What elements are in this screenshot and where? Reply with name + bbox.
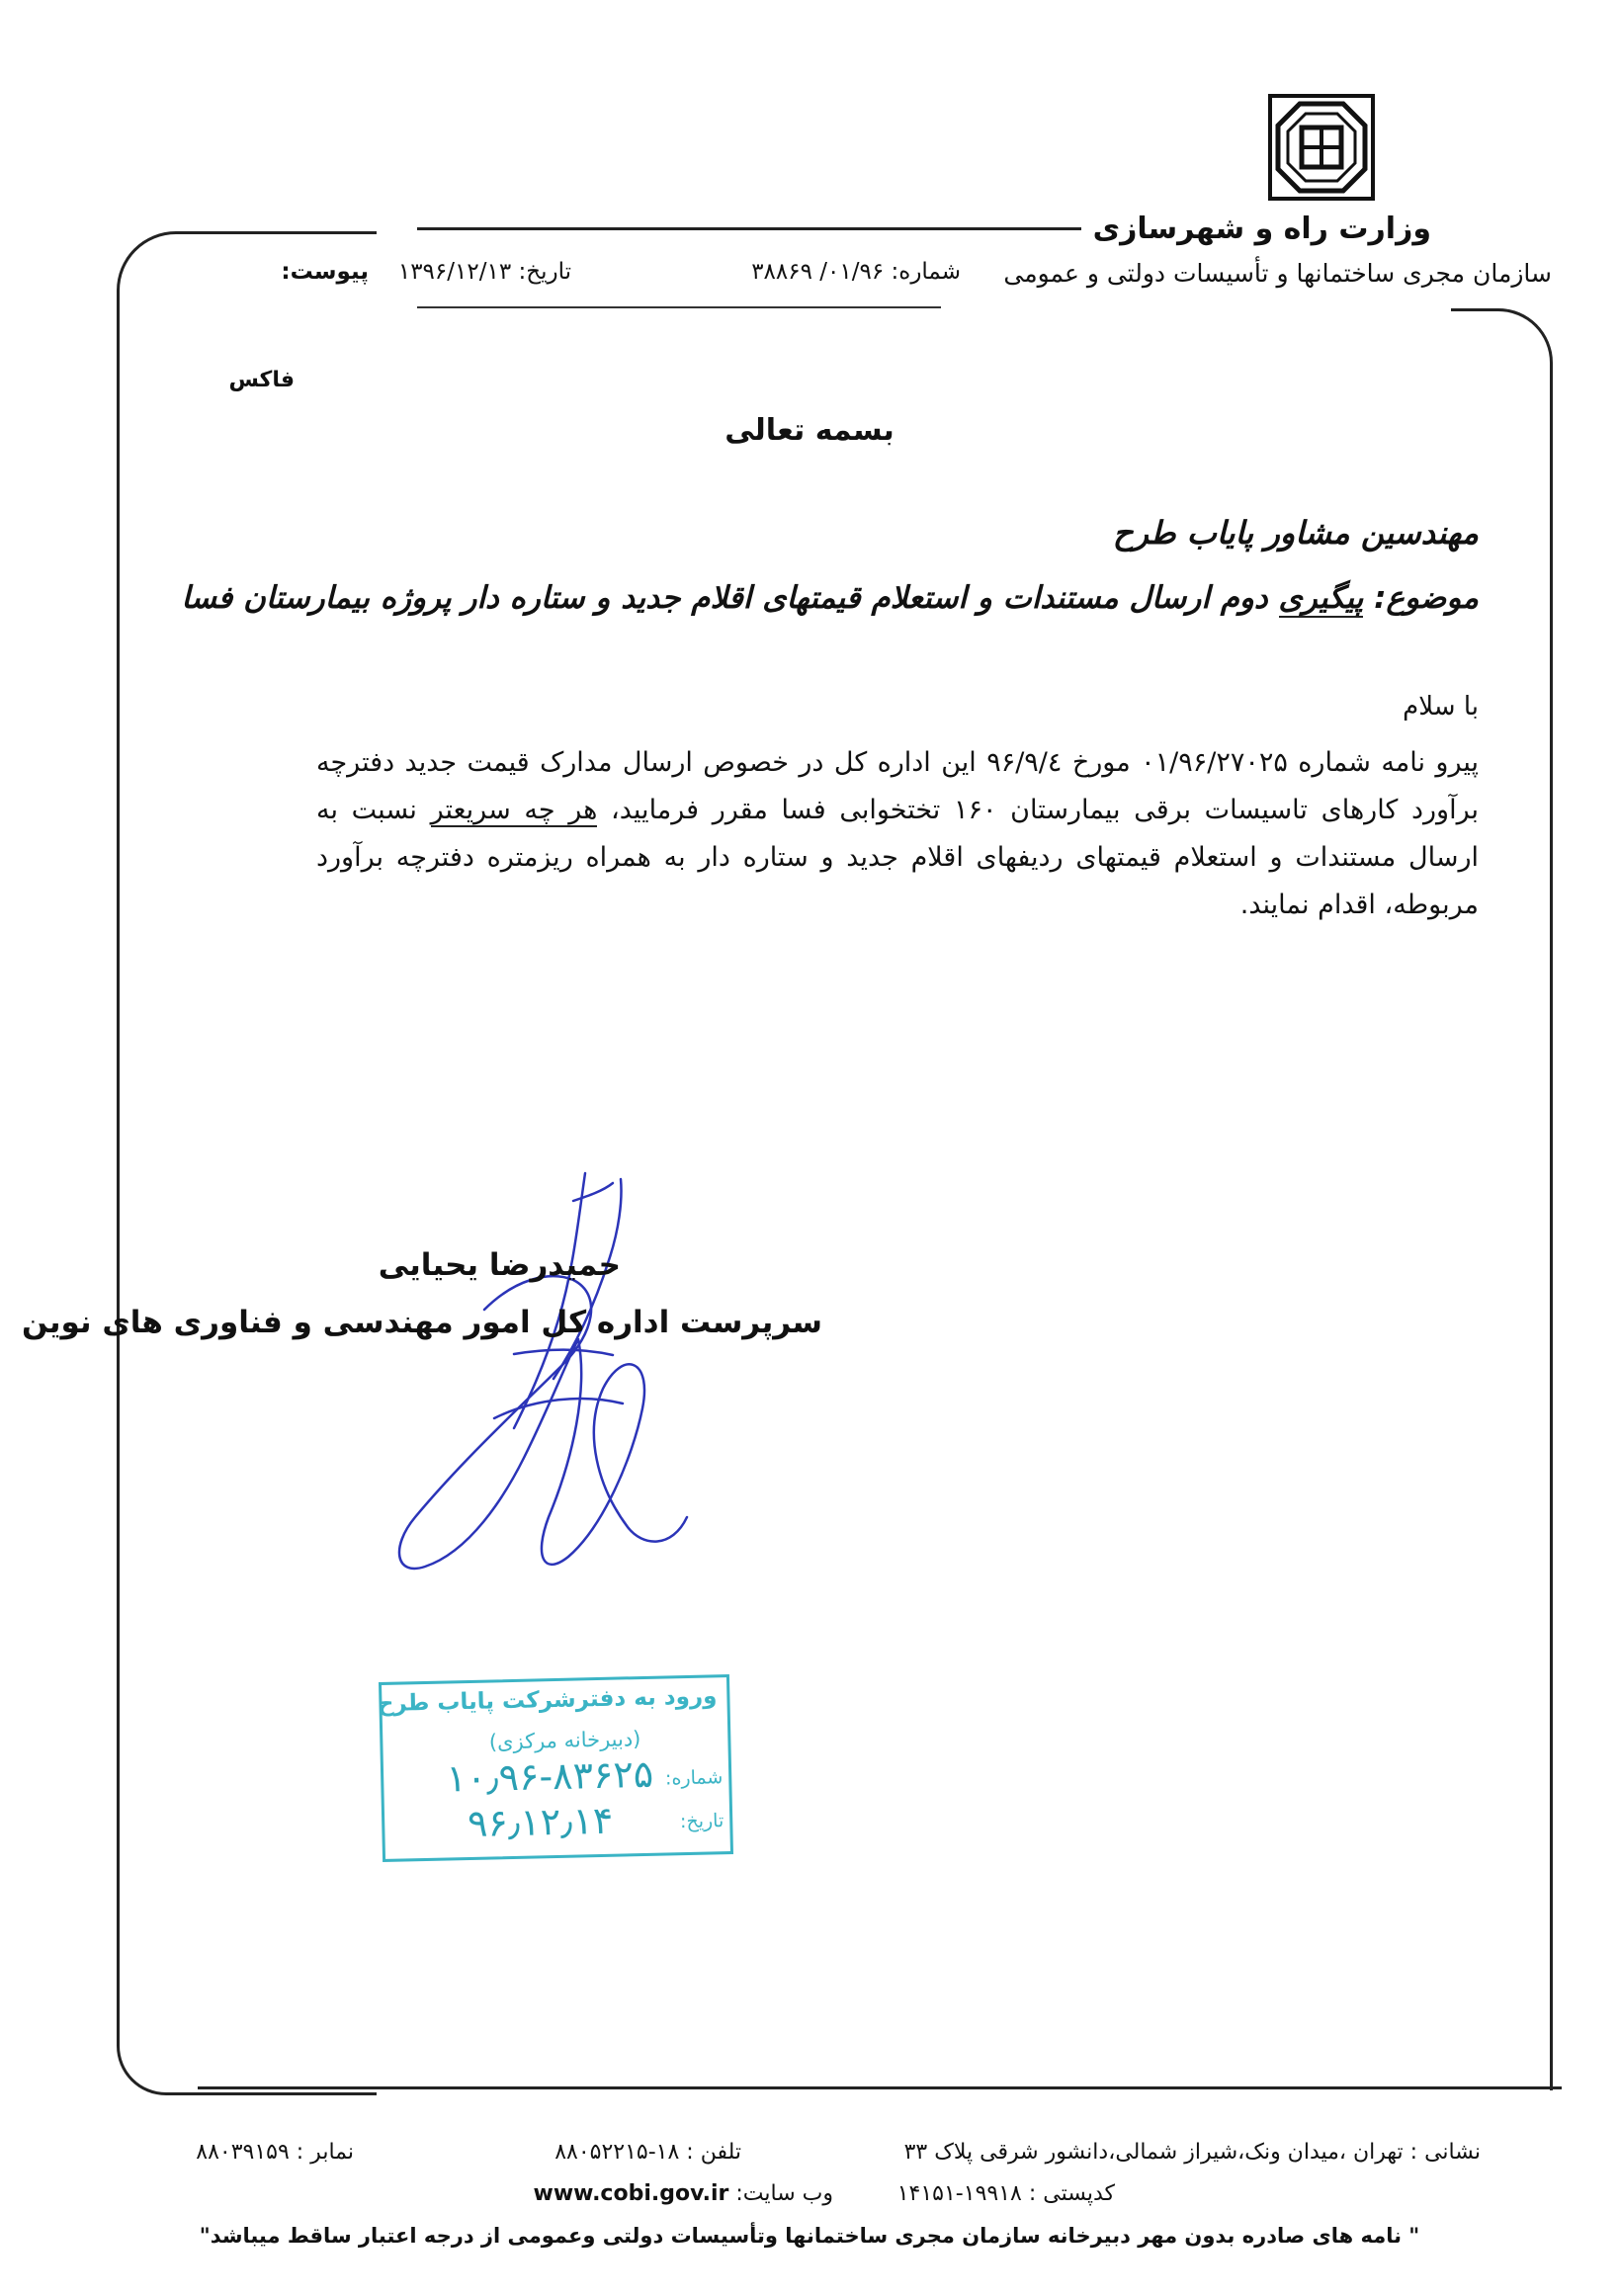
footer-phone: تلفن : ۱۸-۸۸۰۵۲۲۱۵ [554,2140,741,2165]
subject-text: دوم ارسال مستندات و استعلام قیمتهای اقلام جدید و ستاره دار پروژه بیمارستان فسا [181,580,1268,616]
basmala-heading: بسمه تعالی [724,413,895,448]
stamp-date-label: تاریخ: [679,1810,724,1833]
stamp-number-label: شماره: [664,1766,724,1790]
letter-frame-bottom [198,2086,1562,2089]
ministry-name: وزارت راه و شهرسازی [1092,212,1431,246]
body-part-2: نسبت به ارسال مستندات و استعلام قیمتهای ردیفهای اقلام جدید و ستاره دار به همراه ریزمتره دفترچه برآورد مربوطه، اقدام نمایند. [316,795,1479,920]
letter-date-label: تاریخ: [518,259,571,285]
meta-divider [417,306,941,308]
stamp-date-value: ۹۶٫۱۲٫۱۴ [467,1798,614,1846]
signer-title: سرپرست اداره کل امور مهندسی و فناوری های نوین [21,1305,822,1340]
ministry-logo-icon [1268,94,1375,201]
received-stamp [379,1674,733,1862]
footer-validity-notice: " نامه های صادره بدون مهر دبیرخانه سازمان مجری ساختمانها وتأسیسات دولتی وعمومی از درجه اعتبار ساقط میباشد" [199,2224,1420,2248]
footer-website-link[interactable]: www.cobi.gov.ir [533,2181,729,2206]
stamp-subtitle: (دبیرخانه مرکزی) [488,1727,641,1754]
footer-website [534,2181,834,2206]
stamp-title: ورود به دفترشرکت پایاب طرح [377,1683,718,1718]
footer-postal-code: کدپستی : ۱۹۹۱۸-۱۴۱۵۱ [896,2181,1115,2206]
fax-label: فاکس [228,368,295,392]
letter-number-value: ۰۱/۹۶/ ۳۸۸۶۹ [751,259,885,285]
handwritten-signature-icon [376,1161,731,1586]
subject-label: موضوع: [1374,580,1479,616]
signer-name: حمیدرضا یحیایی [378,1247,621,1283]
footer-fax: نمابر : ۸۸۰۳۹۱۵۹ [196,2140,354,2165]
footer-address: نشانی : تهران ،میدان ونک،شیراز شمالی،دانشور شرقی پلاک ۳۳ [903,2140,1481,2165]
organization-name: سازمان مجری ساختمانها و تأسیسات دولتی و عمومی [1003,259,1552,288]
letter-body [316,739,1479,929]
body-underlined-phrase: هر چه سریعتر [430,795,598,825]
letter-date-value: ۱۳۹۶/۱۲/۱۳ [397,259,512,285]
letter-frame-right [1451,308,1553,2090]
letter-number-label: شماره: [891,259,961,285]
footer-website-label: وب سایت: [735,2181,833,2206]
attachment-label: پیوست: [281,259,369,285]
subject-line [181,580,1479,616]
recipient: مهندسین مشاور پایاب طرح [1112,514,1479,552]
header-divider [417,227,1081,230]
letter-number [751,259,961,285]
greeting: با سلام [1403,692,1479,722]
subject-underlined-word: پیگیری [1278,580,1364,616]
letter-frame-left [117,231,377,2095]
letter-date [398,259,571,285]
body-part-1: پیرو نامه شماره ۰۱/۹۶/۲۷۰۲۵ مورخ ۹۶/۹/٤ این اداره کل در خصوص ارسال مدارک قیمت جدید دفترچه برآورد کارهای تاسیسات برقی بیمارستان ۱۶۰ تختخوابی فسا مقرر فرمایید، [316,747,1480,825]
stamp-number-value: ۱۰٫۹۶-۸۳۶۲۵ [445,1751,654,1801]
